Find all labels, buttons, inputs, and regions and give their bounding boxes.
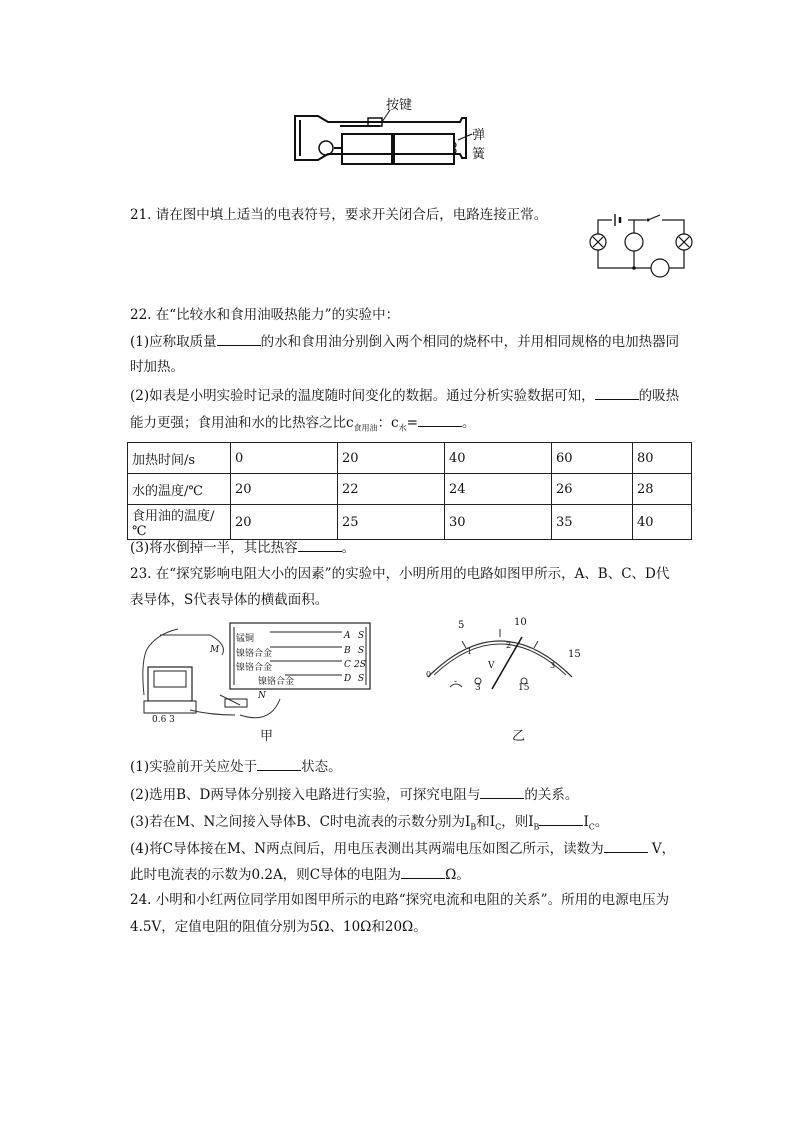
answer-blank[interactable]	[539, 811, 583, 826]
wire-letter-b: B	[344, 646, 351, 656]
answer-blank[interactable]	[217, 331, 261, 346]
q22-p2b: 的吸热	[638, 388, 680, 404]
temperature-table	[127, 442, 692, 540]
answer-blank[interactable]	[595, 385, 639, 400]
q22-p3b: 。	[341, 540, 356, 556]
table-cell: 20	[338, 443, 445, 474]
q22-part1-line2: 时加热。	[130, 359, 184, 375]
sub-oil: 食用油	[353, 423, 378, 433]
answer-blank[interactable]	[604, 838, 648, 853]
table-row	[128, 474, 692, 505]
q23-line1: 23. 在“探究影响电阻大小的因素”的实验中，小明所用的电路如图甲所示，A、B、C、D代	[130, 566, 670, 582]
table-cell: 25	[338, 505, 445, 540]
q23-s3c: ，则I	[501, 814, 534, 830]
q22-part1-line1	[130, 331, 679, 352]
table-cell: 22	[338, 474, 445, 505]
meter-bottom-3: 3	[550, 661, 556, 670]
answer-blank[interactable]	[257, 756, 301, 771]
meter-bottom-0: 0	[426, 670, 432, 679]
wire-s-c: 2S	[354, 660, 366, 670]
q23-s3a: (3)若在M、N之间接入导体B、C时电流表的示数分别为I	[130, 814, 471, 830]
table-cell: 60	[552, 443, 633, 474]
table-cell: 40	[445, 443, 552, 474]
answer-blank[interactable]	[418, 412, 462, 427]
q23-s2a: (2)选用B、D两导体分别接入电路进行实验，可探究电阻与	[130, 787, 481, 803]
q23-s4d: Ω。	[445, 867, 470, 883]
spring-label: 弹簧	[472, 128, 486, 162]
terminal-3: 3	[475, 683, 481, 693]
table-cell: 40	[633, 505, 692, 540]
sub-c: C	[495, 822, 502, 832]
meter-top-10: 10	[514, 617, 527, 628]
wire-label-a: 锰铜	[236, 634, 255, 644]
voltmeter-dial	[410, 615, 590, 715]
label-m: M	[210, 645, 220, 655]
meter-unit: V	[488, 661, 495, 671]
answer-blank[interactable]	[401, 864, 445, 879]
q22-p2c-tail: 。	[461, 415, 476, 431]
table-cell: 20	[231, 505, 338, 540]
q22-part3	[130, 537, 355, 558]
figure-yi	[410, 615, 590, 745]
sub-c: C	[588, 822, 595, 832]
meter-bottom-2: 2	[506, 641, 512, 650]
figure-jia	[130, 615, 390, 745]
table-cell: 食用油的温度/℃	[128, 505, 231, 540]
q23-line2: 表导体，S代表导体的横截面积。	[130, 592, 329, 608]
table-cell: 28	[633, 474, 692, 505]
wire-letter-c: C	[344, 660, 351, 670]
answer-blank[interactable]	[298, 537, 342, 552]
q21-circuit	[588, 212, 698, 282]
q22-part2-line1	[130, 385, 679, 406]
table-cell: 26	[552, 474, 633, 505]
table-cell: 24	[445, 474, 552, 505]
label-n: N	[258, 691, 266, 701]
q22-p2c-mid: ：c	[377, 415, 399, 431]
table-cell: 水的温度/℃	[128, 474, 231, 505]
key-label: 按键	[386, 98, 413, 113]
table-cell: 加热时间/s	[128, 443, 231, 474]
q22-p2a: (2)如表是小明实验时记录的温度随时间变化的数据。通过分析实验数据可知，	[130, 388, 595, 404]
table-cell: 20	[231, 474, 338, 505]
wire-letter-d: D	[344, 674, 352, 684]
q24-line2: 4.5V，定值电阻的阻值分别为5Ω、10Ω和20Ω。	[130, 919, 427, 935]
q23-part2	[130, 784, 578, 805]
figure-jia-label: 甲	[260, 729, 274, 744]
meter-bottom-1: 1	[467, 647, 473, 656]
sub-b: B	[533, 822, 540, 832]
q23-s4c: 此时电流表的示数为0.2A，则C导体的电阻为	[130, 867, 402, 883]
table-cell: 35	[552, 505, 633, 540]
q22-p1a: (1)应称取质量	[130, 334, 217, 350]
terminal-minus: -	[454, 677, 458, 687]
wire-s-d: S	[358, 674, 365, 684]
wire-label-d: 镍铬合金	[258, 677, 295, 687]
q23-s3d: I	[583, 814, 589, 830]
q22-part2-line2	[130, 412, 475, 439]
q23-s3b: 和I	[476, 814, 496, 830]
q23-part3	[130, 811, 608, 838]
answer-blank[interactable]	[480, 784, 524, 799]
sub-water: 水	[398, 423, 407, 433]
sub-b: B	[470, 822, 477, 832]
q24-line1: 24. 小明和小红两位同学用如图甲所示的电路“探究电流和电阻的关系”。所用的电源电压为	[130, 892, 670, 908]
table-cell: 30	[445, 505, 552, 540]
wire-s-b: S	[358, 646, 365, 656]
circuit-diagram	[588, 212, 698, 282]
flashlight-figure	[290, 92, 490, 178]
q23-s4b: V，	[651, 841, 676, 857]
q22-p2c-eq: =	[406, 415, 418, 431]
table-row	[128, 443, 692, 474]
q23-s3e: 。	[594, 814, 609, 830]
q23-s1b: 状态。	[301, 759, 342, 775]
wire-label-c: 镍铬合金	[236, 663, 273, 673]
meter-top-15: 15	[568, 649, 581, 660]
q23-s1a: (1)实验前开关应处于	[130, 759, 258, 775]
table-cell: 80	[633, 443, 692, 474]
meter-top-5: 5	[458, 620, 465, 631]
wire-label-b: 镍铬合金	[236, 649, 273, 659]
table-cell: 0	[231, 443, 338, 474]
terminal-15: 15	[518, 683, 530, 693]
q22-intro: 22. 在“比较水和食用油吸热能力”的实验中：	[130, 307, 400, 323]
ammeter-terminals: 0.6 3	[152, 715, 175, 725]
q23-s2b: 的关系。	[524, 787, 579, 803]
table-row	[128, 505, 692, 540]
q22-p2c: 能力更强；食用油和水的比热容之比c	[130, 415, 354, 431]
q23-part4-line1	[130, 838, 675, 859]
q23-part1	[130, 756, 342, 777]
wire-s-a: S	[358, 631, 365, 641]
figure-yi-label: 乙	[512, 729, 526, 744]
q22-p3a: (3)将水倒掉一半，其比热容	[130, 540, 298, 556]
q23-s4a: (4)将C导体接在M、N两点间后，用电压表测出其两端电压如图乙所示，读数为	[130, 841, 604, 857]
q21-text: 21. 请在图中填上适当的电表符号，要求开关闭合后，电路连接正常。	[130, 207, 548, 223]
q22-p1b: 的水和食用油分别倒入两个相同的烧杯中，并用相同规格的电加热器同	[260, 334, 680, 350]
q23-part4-line2	[130, 864, 470, 885]
wire-letter-a: A	[344, 631, 351, 641]
